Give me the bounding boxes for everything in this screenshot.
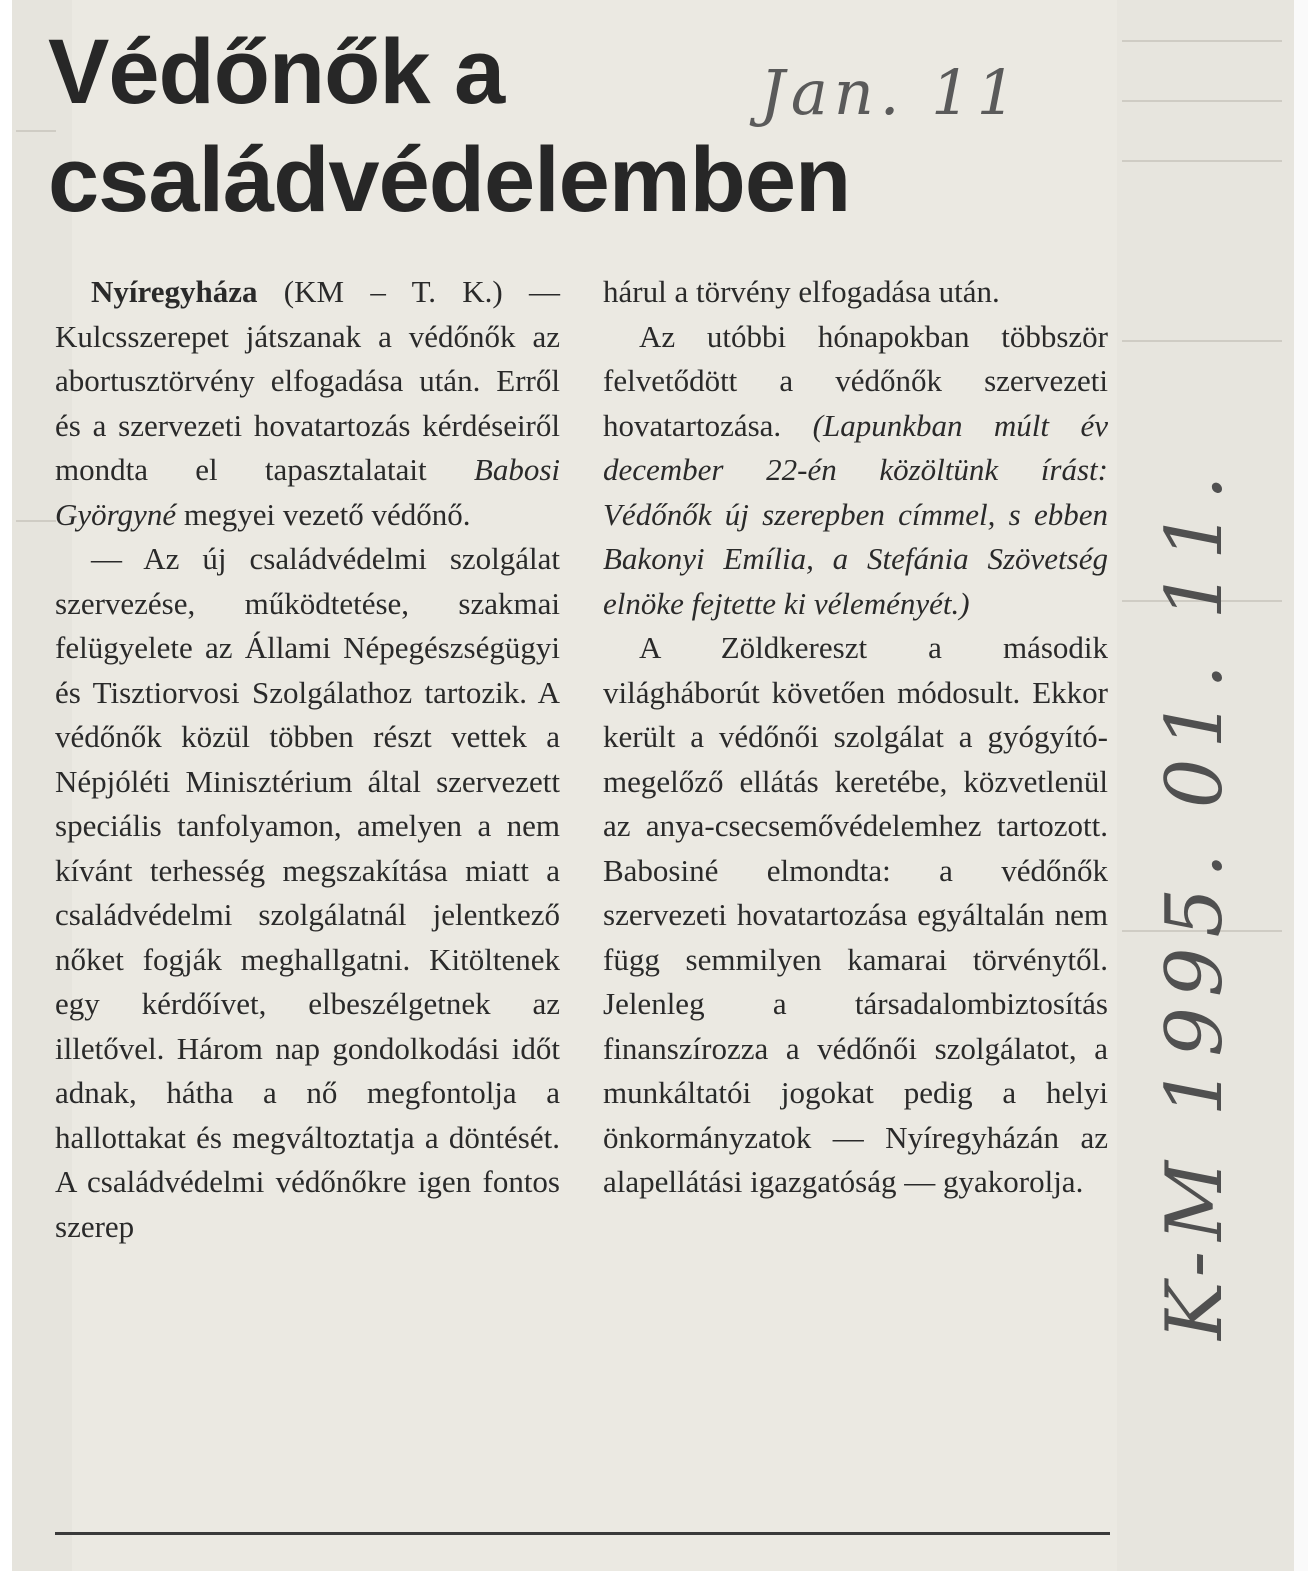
lead-text-end: megyei vezető védőnő.	[183, 496, 471, 532]
paragraph-text: Az utóbbi hónapokban többször felvetődött a védőnők szervezeti hovatartozása.	[603, 318, 1108, 443]
article-column-right	[603, 270, 1108, 1205]
body-paragraph: A Zöldkereszt a második világháborút követően módosult. Ekkor került a védőnői szolgálat a gyógyító-megelőző ellátás keretébe, közvetlenül az anya-csecsemővédelemhez tartozott. Babosiné elmondta: a védőnők szervezeti hovatartozása egyáltalán nem függ semmilyen kamarai törvénytől. Jelenleg a társadalombiztosítás finanszírozza a védőnői szolgálatot, a munkáltatói jogokat pedig a helyi önkormányzatok — Nyíregyházán az alapellátási igazgatóság — gyakorolja.	[603, 630, 1108, 1199]
headline-line-1: Védőnők a	[48, 21, 505, 123]
body-paragraph: — Az új családvédelmi szolgálat szervezése, működtetése, szakmai felügyelete az Állami Népegészségügyi és Tisztiorvosi Szolgálathoz tartozik. A védőnők közül többen részt vettek a Népjóléti Minisztérium által szervezett speciális tanfolyamon, amelyen a nem kívánt terhesség megszakítása miatt a családvédelmi szolgálatnál jelentkező nőket fogják meghallgatni. Kitöltenek egy kérdőívet, elbeszélgetnek az illetővel. Három nap gondolkodási időt adnak, hátha a nő megfontolja a hallottakat és megváltoztatja a döntését. A családvédelmi védőnőkre igen fontos szerep	[55, 541, 560, 1244]
handwritten-source-note: K-M 1995. 01. 11.	[1150, 465, 1240, 1340]
body-paragraph	[603, 315, 1108, 627]
lead-paragraph	[55, 270, 560, 537]
article-column-left	[55, 270, 560, 1249]
dateline-city: Nyíregyháza	[91, 274, 258, 309]
bleed-line	[16, 520, 56, 522]
handwritten-date-note: Jan. 11	[760, 56, 1023, 129]
body-paragraph: hárul a törvény elfogadása után.	[603, 274, 1000, 309]
bleed-line	[1122, 160, 1282, 162]
dateline-source: (KM – T. K.)	[283, 274, 503, 309]
cross-reference-note: (Lapunkban múlt év december 22-én közöltünk írást: Védőnők új szerepben címmel, s ebben Bakonyi Emília, a Stefánia Szövetség elnöke fejtette ki véleményét.)	[603, 407, 1108, 621]
person-name: Babosi Györgyné	[55, 452, 561, 532]
lead-text: — Kulcsszerepet játszanak a védőnők az abortusztörvény elfogadása után. Erről és a szervezeti hovatartozás kérdéseiről mondta el tapasztalatait	[55, 274, 561, 487]
bleed-line	[1122, 40, 1282, 42]
bleed-line	[1122, 100, 1282, 102]
headline-line-2: családvédelemben	[48, 129, 851, 231]
bottom-rule	[55, 1532, 1110, 1535]
bleed-line	[1122, 340, 1282, 342]
